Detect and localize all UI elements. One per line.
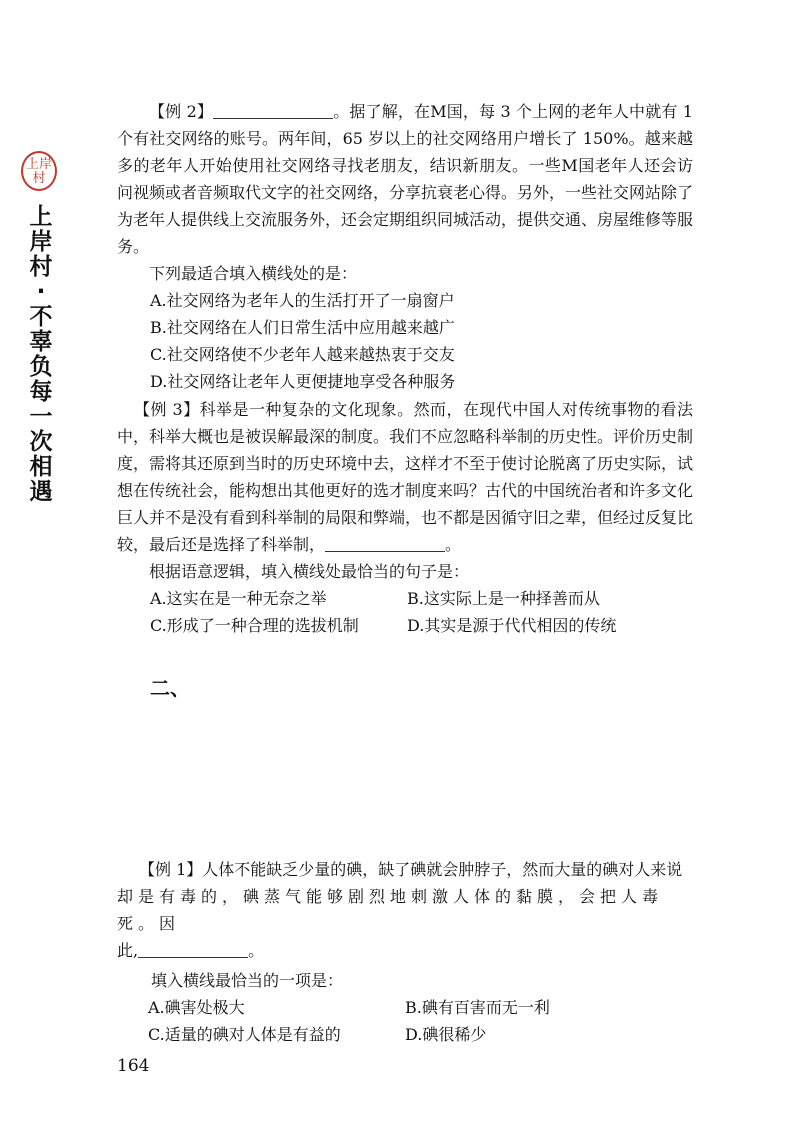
- option-d: D.其实是源于代代相因的传统: [407, 616, 617, 635]
- slogan-char: 负: [29, 354, 53, 380]
- slogan-char: 村: [29, 254, 53, 280]
- answer-blank: [325, 536, 445, 552]
- example-2-body: 个有社交网络的账号。两年间，65 岁以上的社交网络用户增长了 150%。越来越多的老年人开始使用社交网络寻找老朋友，结识新朋友。一些M国老年人还会访问视频或者音频取代文字的社交网络，分享抗衰老心得。另外，一些社交网站除了为老年人提供线上交流服务外，还会定期组织同城活动，提供交通、房屋维修等服务。: [117, 129, 694, 256]
- option-d: D.社交网络让老年人更便捷地享受各种服务: [150, 372, 456, 391]
- slogan-char: 岸: [29, 229, 53, 255]
- slogan-char: 相: [29, 454, 53, 480]
- option-c: C.形成了一种合理的选拔机制: [150, 616, 359, 635]
- seal-text-bottom: 村: [32, 171, 46, 186]
- option-b: B.碘有百害而无一利: [405, 998, 550, 1017]
- page-number: 164: [117, 1056, 150, 1076]
- option-c: C.适量的碘对人体是有益的: [148, 1025, 341, 1044]
- example-2-line1: 。据了解，在M国，每 3 个上网的老年人中就有 1: [333, 102, 693, 121]
- slogan-char: 每: [29, 379, 53, 405]
- example-1-options: [117, 994, 693, 1048]
- example-2-passage: [117, 98, 693, 260]
- example-1-line3: 此, 。: [117, 941, 265, 960]
- example-3-options: [117, 585, 693, 639]
- slogan-char: 次: [29, 429, 53, 455]
- slogan-char: 一: [29, 404, 53, 430]
- slogan-char: 不: [29, 304, 53, 330]
- example-3-tag: 【例 3】: [134, 400, 200, 419]
- example-3-block: [117, 396, 693, 639]
- example-1-line1: 【例 1】人体不能缺乏少量的碘，缺了碘就会肿脖子，然而大量的碘对人来说: [139, 860, 683, 879]
- slogan-char: 辜: [29, 329, 53, 355]
- option-b: B.这实际上是一种择善而从: [407, 589, 600, 608]
- vertical-slogan: [26, 205, 56, 505]
- brand-seal-logo: [21, 151, 57, 191]
- example-1-line2: 却是有毒的，碘蒸气能够剧烈地刺激人体的黏膜，会把人毒死。因: [117, 887, 664, 933]
- example-1-tag: 【例 1】: [139, 860, 203, 879]
- option-a: A.碘害处极大: [148, 998, 245, 1017]
- example-2-question: 下列最适合填入横线处的是：: [149, 264, 358, 283]
- option-d: D.碘很稀少: [405, 1025, 487, 1044]
- example-3-passage: [117, 396, 693, 558]
- example-1-block: [117, 856, 693, 1048]
- slogan-char: 上: [29, 204, 53, 230]
- option-b: B.社交网络在人们日常生活中应用越来越广: [150, 318, 455, 337]
- answer-blank: [213, 103, 333, 119]
- option-a: A.这实在是一种无奈之举: [150, 589, 327, 608]
- seal-text-top: 上岸: [25, 157, 52, 172]
- example-3-body: 科举是一种复杂的文化现象。然而，在现代中国人对传统事物的看法中，科举大概也是被误解最深的制度。我们不应忽略科举制的历史性。评价历史制度，需将其还原到当时的历史环境中去，这样才不至于使讨论脱离了历史实际，试想在传统社会，能构想出其他更好的选才制度来吗？古代的中国统治者和许多文化巨人并不是没有看到科举制的局限和弊端，也不都是因循守旧之辈，但经过反复比较，最后还是选择了科举制，: [117, 400, 694, 554]
- slogan-char: ·: [36, 279, 46, 305]
- answer-blank: [138, 942, 248, 958]
- section-heading: 二、: [150, 676, 190, 700]
- example-3-body-end: 。: [445, 535, 462, 554]
- option-a: A.社交网络为老年人的生活打开了一扇窗户: [150, 291, 455, 310]
- example-2-block: [117, 98, 693, 395]
- option-c: C.社交网络使不少老年人越来越热衷于交友: [150, 345, 455, 364]
- example-2-tag: 【例 2】: [149, 102, 214, 121]
- example-3-question: 根据语意逻辑，填入横线处最恰当的句子是：: [149, 562, 470, 581]
- slogan-char: 遇: [29, 479, 53, 505]
- example-1-question: 填入横线最恰当的一项是：: [151, 971, 344, 990]
